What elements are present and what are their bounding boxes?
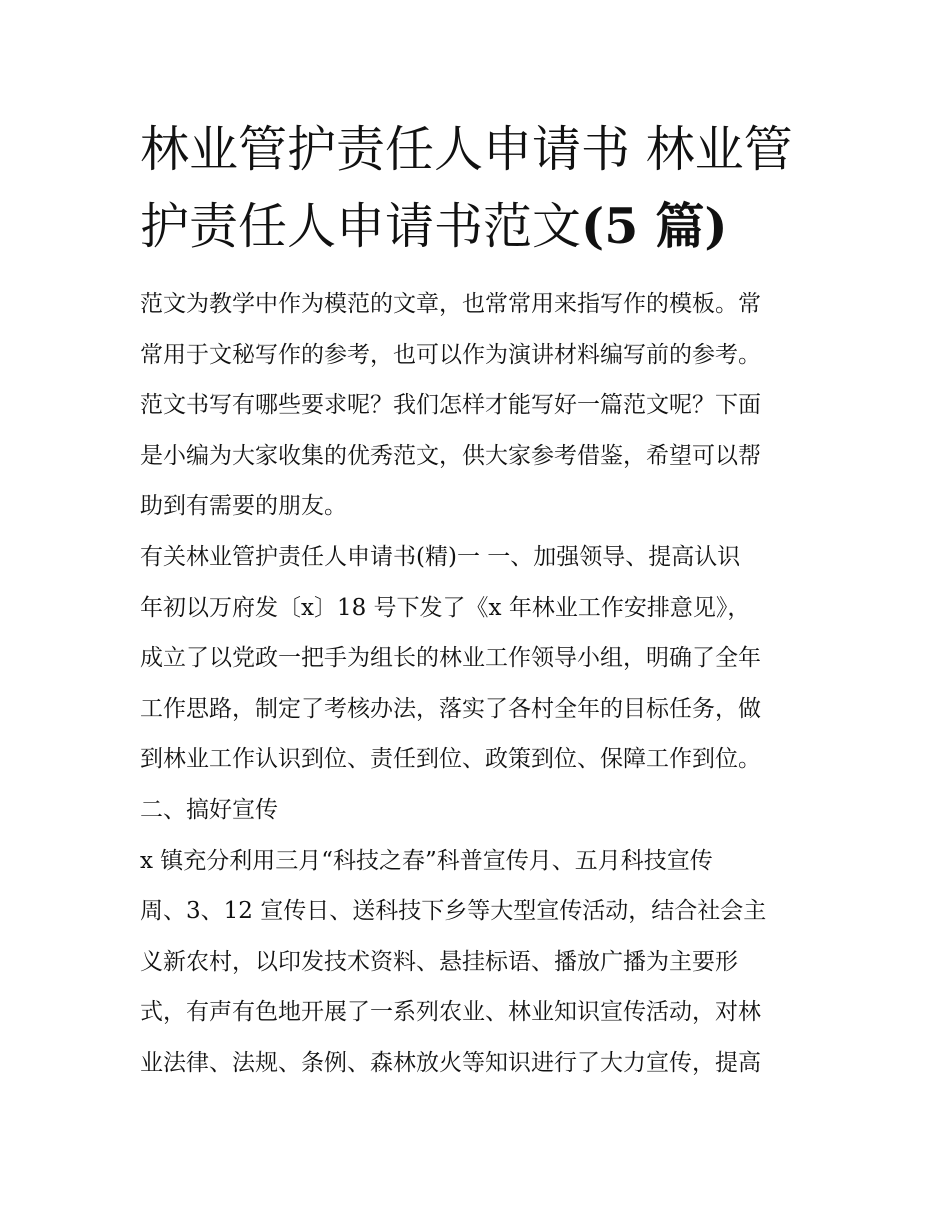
title-count: (5 篇) [581, 197, 728, 255]
body-line: 义新农村，以印发技术资料、悬挂标语、播放广播为主要形 [140, 948, 738, 975]
title-line-1: 林业管护责任人申请书 林业管 [140, 121, 793, 178]
body-line: 工作思路，制定了考核办法，落实了各村全年的目标任务，做 [140, 695, 761, 722]
body-line: 助到有需要的朋友。 [140, 493, 347, 520]
body-line: 是小编为大家收集的优秀范文，供大家参考借鉴，希望可以帮 [140, 442, 761, 469]
body-line: 有关林业管护责任人申请书(精)一 一、加强领导、提高认识 [140, 543, 741, 570]
document-title [140, 112, 820, 265]
body-line: 范文为教学中作为模范的文章，也常常用来指写作的模板。常 [140, 291, 761, 317]
body-line: 到林业工作认识到位、责任到位、政策到位、保障工作到位。 [140, 746, 761, 773]
body-line: 年初以万府发〔x〕18 号下发了《x 年林业工作安排意见》， [140, 594, 751, 621]
body-line: 式，有声有色地开展了一系列农业、林业知识宣传活动，对林 [140, 999, 761, 1026]
section-heading: 二、搞好宣传 [140, 796, 278, 823]
body-line: 常用于文秘写作的参考，也可以作为演讲材料编写前的参考。 [140, 341, 761, 368]
title-line-2 [140, 188, 820, 265]
body-line: 成立了以党政一把手为组长的林业工作领导小组，明确了全年 [140, 645, 761, 672]
document-body [140, 279, 830, 1089]
body-line: 业法律、法规、条例、森林放火等知识进行了大力宣传，提高 [140, 1049, 761, 1076]
body-line: x 镇充分利用三月“科技之春”科普宣传月、五月科技宣传 [140, 847, 713, 874]
title-line-2-text: 护责任人申请书范文 [140, 198, 582, 255]
body-line: 范文书写有哪些要求呢？我们怎样才能写好一篇范文呢？下面 [140, 392, 761, 419]
body-line: 周、3、12 宣传日、送科技下乡等大型宣传活动，结合社会主 [140, 898, 767, 925]
